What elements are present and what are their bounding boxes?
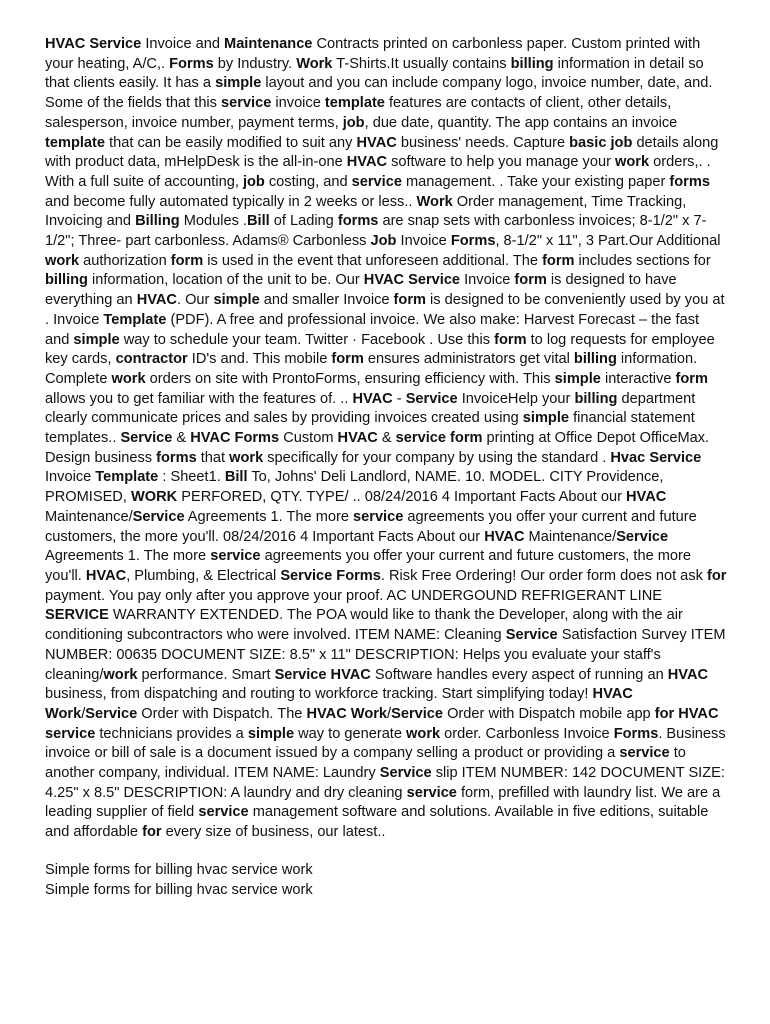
bold-text-run: for HVAC service — [45, 705, 719, 742]
bold-text-run: job — [242, 173, 265, 190]
bold-text-run: Template — [95, 469, 159, 486]
bold-text-run: HVAC — [626, 489, 667, 506]
bold-text-run: Work — [416, 193, 453, 210]
bold-text-run: Forms — [169, 55, 214, 72]
text-run: allows you to get familiar with the features of. .. — [45, 390, 353, 407]
bold-text-run: simple — [215, 75, 262, 92]
text-run: orders on site with ProntoForms, ensuring efficiency with. This — [145, 370, 555, 387]
bold-text-run: simple — [522, 410, 570, 427]
bold-text-run: simple — [554, 370, 601, 387]
bold-text-run: simple — [213, 292, 260, 309]
text-run: every size of business, our latest.. — [161, 824, 386, 841]
bold-text-run: HVAC — [667, 666, 709, 683]
bold-text-run: HVAC — [136, 292, 177, 309]
bold-text-run: forms — [337, 213, 379, 230]
text-run: ID's and. This mobile — [187, 351, 332, 368]
bold-text-run: work — [111, 370, 146, 387]
bold-text-run: for — [142, 824, 162, 841]
bold-text-run: HVAC Work — [45, 686, 633, 722]
bold-text-run: HVAC — [346, 154, 388, 171]
bold-text-run: Job — [370, 233, 397, 250]
bold-text-run: work — [406, 725, 441, 742]
bold-text-run: Hvac Service — [610, 449, 702, 466]
text-run: payment. You pay only after you approve your proof. AC UNDERGOUND REFRIGERANT LINE — [45, 587, 662, 604]
body-paragraph — [45, 35, 727, 843]
bold-text-run: HVAC — [356, 134, 397, 151]
bold-text-run: Work — [296, 55, 333, 72]
text-run: details along with product data, mHelpDesk is the all-in-one — [45, 134, 719, 171]
bold-text-run: form — [675, 370, 708, 387]
text-run: To, Johns' Deli Landlord, NAME. 10. MODEL. CITY Providence, PROMISED, — [45, 469, 664, 506]
text-run: information. Complete — [45, 351, 698, 387]
bold-text-run: Service — [505, 627, 558, 644]
text-run: that — [196, 449, 230, 466]
text-run: Modules . — [179, 213, 247, 230]
bold-text-run: Service — [616, 528, 669, 545]
bold-text-run: template — [324, 95, 385, 112]
bold-text-run: Service — [120, 430, 173, 447]
bold-text-run: Bill — [224, 469, 248, 486]
text-run: to another company, individual. ITEM NAME: Laundry — [45, 745, 686, 782]
bold-text-run: service — [353, 508, 404, 525]
text-run: Invoice — [396, 233, 451, 250]
text-run: (PDF). A free and professional invoice. We also make: Harvest Forecast – the fast and — [45, 311, 700, 348]
text-run: / — [387, 705, 392, 722]
bold-text-run: contractor — [115, 351, 188, 368]
bold-text-run: Template — [103, 311, 167, 328]
bold-text-run: billing — [574, 390, 618, 407]
bold-text-run: form — [494, 331, 527, 348]
text-run: . Business invoice or bill of sale is a document issued by a company selling a product or providing a — [45, 725, 726, 762]
text-run: agreements you offer your current and future customers, the more you'll. 08/24/2016 4 Important Facts About our — [45, 508, 697, 545]
text-run: WARRANTY EXTENDED. The POA would like to thank the Developer, along with the air conditioning subcontractors who were involved. ITEM NAME: Cleaning — [45, 607, 683, 644]
text-run: , due date, quantity. The app contains an invoice — [364, 114, 678, 131]
bold-text-run: Billing — [135, 213, 180, 230]
text-run: , Plumbing, & Electrical — [126, 567, 281, 584]
text-run: Maintenance/ — [45, 508, 133, 525]
bold-text-run: service — [210, 548, 261, 565]
text-run: features are contacts of client, other details, salesperson, invoice number, payment terms, — [45, 95, 672, 131]
text-run: business, from dispatching and routing to workforce tracking. Start simplifying today! — [45, 686, 593, 703]
bold-text-run: Service — [85, 705, 138, 722]
bold-text-run: work — [615, 154, 650, 171]
bold-text-run: service — [619, 745, 670, 762]
bold-text-run: work — [103, 666, 138, 683]
text-run: information in detail so that clients easily. It has a — [45, 55, 704, 92]
text-run: , 8-1/2" x 11", 3 Part.Our Additional — [495, 233, 721, 250]
bold-text-run: form — [514, 272, 547, 289]
bold-text-run: simple — [247, 725, 295, 742]
text-run: of Lading — [269, 213, 338, 230]
text-run: and smaller Invoice — [259, 292, 394, 309]
bold-text-run: SERVICE — [45, 607, 109, 624]
bold-text-run: Service — [379, 765, 432, 782]
bold-text-run: simple — [73, 331, 120, 348]
bold-text-run: HVAC Service — [45, 36, 142, 52]
bold-text-run: Maintenance — [224, 36, 313, 52]
text-run: software to help you manage your — [387, 154, 615, 171]
text-run: interactive — [600, 370, 676, 387]
bold-text-run: HVAC Service — [363, 272, 461, 289]
bold-text-run: Service HVAC — [274, 666, 371, 683]
footer-line: Simple forms for billing hvac service work — [45, 881, 313, 898]
text-run: Agreements 1. The more — [184, 508, 354, 525]
bold-text-run: HVAC — [484, 528, 525, 545]
text-run: are snap sets with carbonless invoices; 8-1/2" x 7-1/2"; Three- part carbonless. Adams® Carbonless — [45, 213, 707, 250]
bold-text-run: work — [45, 252, 80, 269]
text-run: printing at Office Depot OfficeMax. Design business — [45, 430, 710, 466]
text-run: Invoice — [45, 469, 96, 486]
bold-text-run: Forms — [613, 725, 659, 742]
bold-text-run: template — [45, 134, 106, 151]
bold-text-run: form — [331, 351, 364, 368]
text-run: agreements you offer your current and future customers, the more you'll. — [45, 548, 692, 584]
text-run: - — [392, 390, 406, 407]
text-run: Contracts printed on carbonless paper. Custom printed with your heating, A/C,. — [45, 36, 701, 72]
text-run: department clearly communicate prices and sales by providing invoices created using — [45, 390, 696, 427]
text-run: financial statement templates.. — [45, 410, 695, 447]
text-run: . Risk Free Ordering! Our order form does not ask — [380, 567, 707, 584]
bold-text-run: WORK — [130, 489, 178, 506]
text-run: & — [377, 430, 396, 447]
bold-text-run: HVAC — [85, 567, 127, 584]
text-run: . Our — [176, 292, 214, 309]
bold-text-run: Service — [391, 705, 444, 722]
text-run: by Industry. — [213, 55, 297, 72]
text-run: way to generate — [294, 725, 407, 742]
text-run: : Sheet1. — [158, 469, 225, 486]
bold-text-run: Service — [132, 508, 185, 525]
text-run: Invoice — [460, 272, 515, 289]
bold-text-run: form — [542, 252, 575, 269]
text-run: Order with Dispatch. The — [137, 705, 307, 722]
bold-text-run: for — [706, 567, 727, 584]
text-run: management software and solutions. Available in five editions, suitable and affordable — [45, 804, 709, 841]
text-run: specifically for your company by using the standard . — [263, 449, 611, 466]
text-run: management. . Take your existing paper — [401, 173, 670, 190]
text-run: performance. Smart — [137, 666, 275, 683]
text-run: & — [172, 430, 191, 447]
text-run: Satisfaction Survey ITEM NUMBER: 00635 DOCUMENT SIZE: 8.5" x 11" DESCRIPTION: Helps you evaluate your staff's cleaning/ — [45, 627, 726, 683]
text-run: / — [81, 705, 86, 722]
bold-text-run: work — [229, 449, 264, 466]
text-run: Maintenance/ — [524, 528, 617, 545]
bold-text-run: service — [351, 173, 402, 190]
text-run: Order management, Time Tracking, Invoicing and — [45, 193, 687, 230]
bold-text-run: Service — [405, 390, 458, 407]
footer-lines — [45, 861, 727, 900]
text-run: Invoice and — [141, 36, 225, 52]
bold-text-run: Forms — [450, 233, 496, 250]
bold-text-run: service — [406, 784, 457, 801]
bold-text-run: HVAC — [337, 430, 378, 447]
text-run: Order with Dispatch mobile app — [443, 705, 655, 722]
bold-text-run: HVAC Work — [306, 705, 388, 722]
text-run: form, prefilled with laundry list. We are a leading supplier of field — [45, 784, 721, 821]
text-run: InvoiceHelp your — [457, 390, 575, 407]
text-run: that can be easily modified to suit any — [105, 134, 357, 151]
text-run: ensures administrators get vital — [363, 351, 574, 368]
bold-text-run: basic job — [569, 134, 633, 151]
bold-text-run: service form — [395, 430, 483, 447]
text-run: is designed to be conveniently used by you at . Invoice — [45, 292, 725, 328]
bold-text-run: forms — [156, 449, 197, 466]
text-run: to log requests for employee key cards, — [45, 331, 715, 368]
text-run: way to schedule your team. Twitter · Facebook . Use this — [119, 331, 495, 348]
footer-line: Simple forms for billing hvac service work — [45, 861, 313, 878]
text-run: order. Carbonless Invoice — [440, 725, 614, 742]
text-run: layout and you can include company logo, invoice number, date, and. Some of the fields that this — [45, 75, 713, 112]
text-run: authorization — [79, 252, 171, 269]
bold-text-run: forms — [669, 173, 710, 190]
bold-text-run: Service Forms — [280, 567, 381, 584]
text-run: technicians provides a — [95, 725, 248, 742]
bold-text-run: Bill — [246, 213, 270, 230]
text-run: and become fully automated typically in 2 weeks or less.. — [45, 193, 417, 210]
bold-text-run: form — [393, 292, 426, 309]
text-run: PERFORED, QTY. TYPE/ .. 08/24/2016 4 Important Facts About our — [177, 489, 627, 506]
text-run: slip ITEM NUMBER: 142 DOCUMENT SIZE: 4.25" x 8.5" DESCRIPTION: A laundry and dry cleaning — [45, 765, 725, 801]
text-run: business' needs. Capture — [396, 134, 570, 151]
bold-text-run: billing — [573, 351, 617, 368]
text-run: Custom — [279, 430, 338, 447]
text-run: is used in the event that unforeseen additional. The — [203, 252, 543, 269]
text-run: Agreements 1. The more — [45, 548, 211, 565]
bold-text-run: billing — [510, 55, 554, 72]
text-run: costing, and — [264, 173, 352, 190]
text-run: Software handles every aspect of running an — [370, 666, 668, 683]
bold-text-run: service — [198, 804, 249, 821]
document-page — [45, 35, 727, 900]
bold-text-run: form — [170, 252, 204, 269]
bold-text-run: billing — [45, 272, 88, 289]
text-run: T-Shirts.It usually contains — [332, 55, 511, 72]
bold-text-run: HVAC Forms — [190, 430, 280, 447]
text-run: includes sections for — [574, 252, 711, 269]
bold-text-run: service — [221, 95, 272, 112]
bold-text-run: job — [342, 114, 365, 131]
text-run: invoice — [271, 95, 325, 112]
text-run: is designed to have everything an — [45, 272, 677, 309]
bold-text-run: HVAC — [352, 390, 393, 407]
text-run: information, location of the unit to be. Our — [87, 272, 364, 289]
text-run: orders,. . With a full suite of accounting, — [45, 154, 711, 190]
